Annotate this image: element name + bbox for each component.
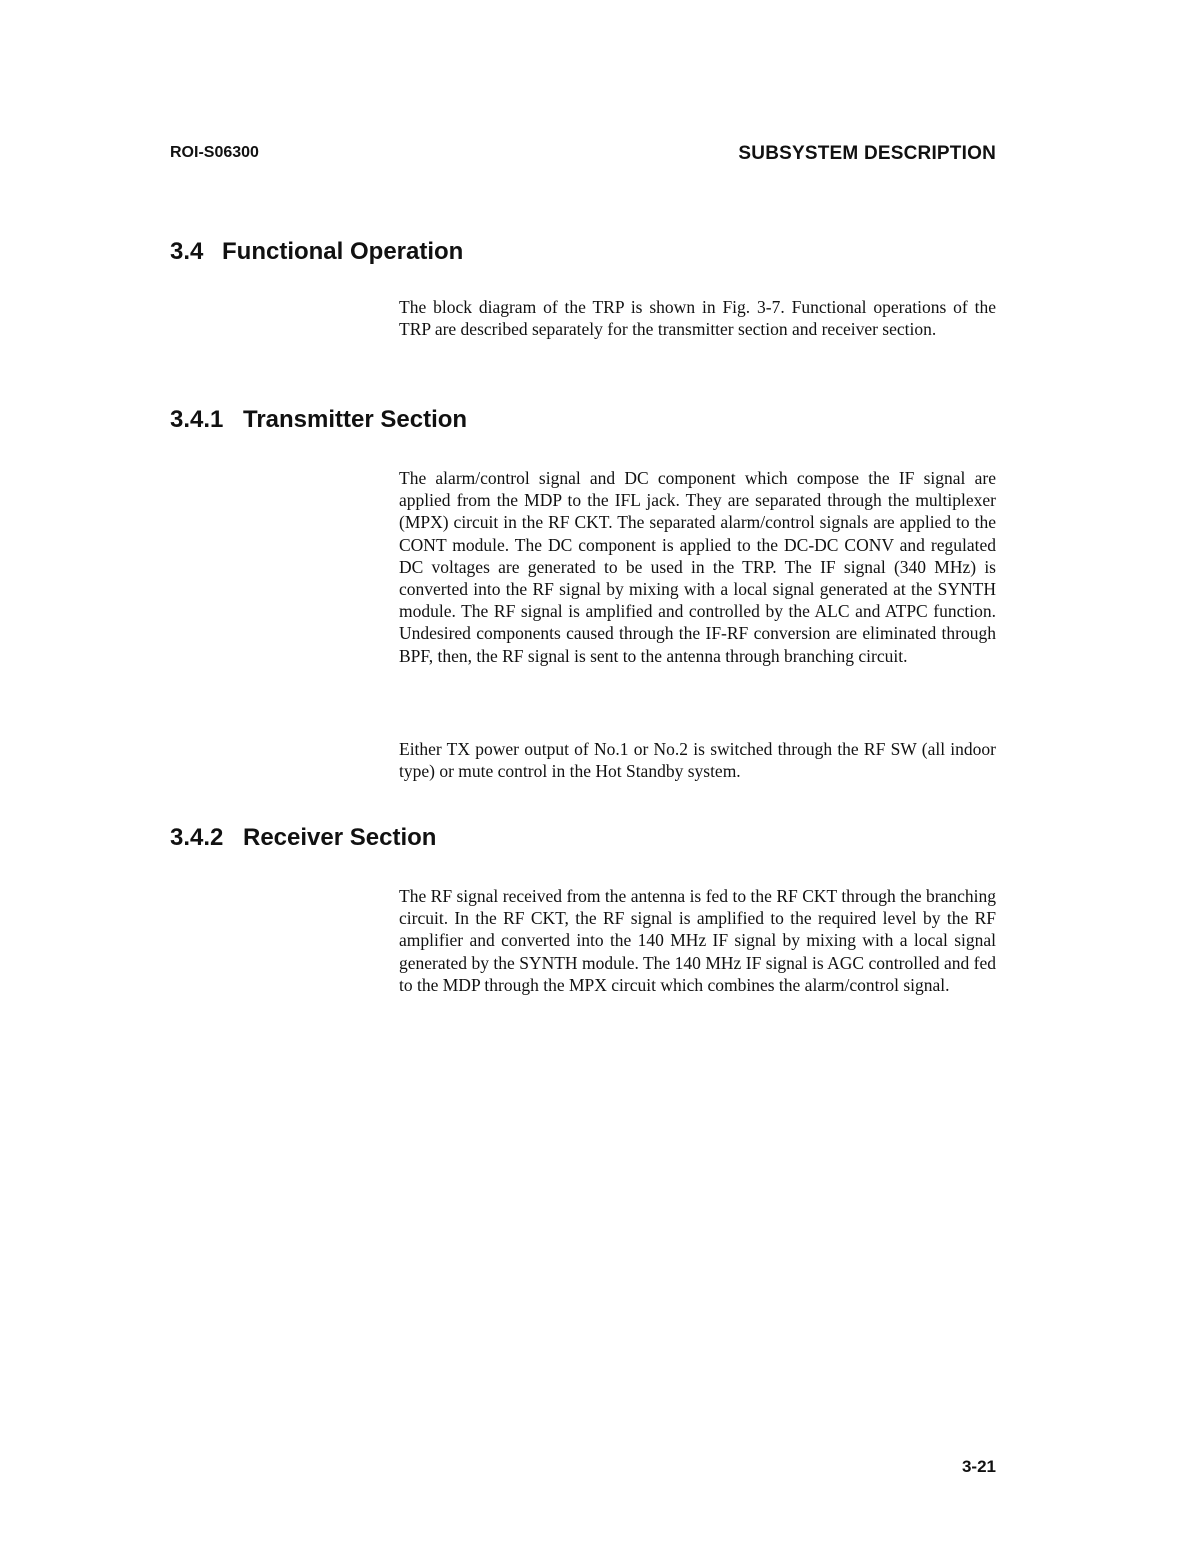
section-heading-transmitter — [170, 406, 467, 434]
section-number: 3.4.1 — [170, 406, 224, 433]
section-title: Transmitter Section — [243, 406, 468, 433]
section-number: 3.4.2 — [170, 824, 224, 851]
chapter-title: SUBSYSTEM DESCRIPTION — [738, 143, 996, 164]
section-heading-receiver — [170, 824, 436, 852]
section-number: 3.4 — [170, 238, 204, 265]
paragraph-functional-operation: The block diagram of the TRP is shown in Fig. 3-7. Functional operations of the TRP are described separately for the transmitter section and receiver section. — [399, 297, 996, 340]
paragraph-receiver: The RF signal received from the antenna is fed to the RF CKT through the branching circuit. In the RF CKT, the RF signal is amplified to the required level by the RF amplifier and converted into the 140 MHz IF signal by mixing with a local signal generated by the SYNTH module. The 140 MHz IF signal is AGC controlled and fed to the MDP through the MPX circuit which combines the alarm/control signal. — [399, 886, 996, 995]
section-heading-functional-operation — [170, 238, 463, 266]
paragraph-transmitter-1: The alarm/control signal and DC component which compose the IF signal are applied from the MDP to the IFL jack. They are separated through the multiplexer (MPX) circuit in the RF CKT. The separated alarm/control signals are applied to the CONT module. The DC component is applied to the DC-DC CONV and regulated DC voltages are generated to be used in the TRP. The IF signal (340 MHz) is converted into the RF signal by mixing with a local signal generated at the SYNTH module. The RF signal is amplified and controlled by the ALC and ATPC function. Undesired components caused through the IF-RF conversion are eliminated through BPF, then, the RF signal is sent to the antenna through branching circuit. — [399, 468, 996, 666]
section-title: Functional Operation — [222, 238, 464, 265]
page-number: 3-21 — [961, 1457, 996, 1476]
paragraph-transmitter-2: Either TX power output of No.1 or No.2 is switched through the RF SW (all indoor type) or mute control in the Hot Standby system. — [399, 739, 996, 782]
section-title: Receiver Section — [243, 824, 437, 851]
document-id: ROI-S06300 — [170, 144, 259, 161]
